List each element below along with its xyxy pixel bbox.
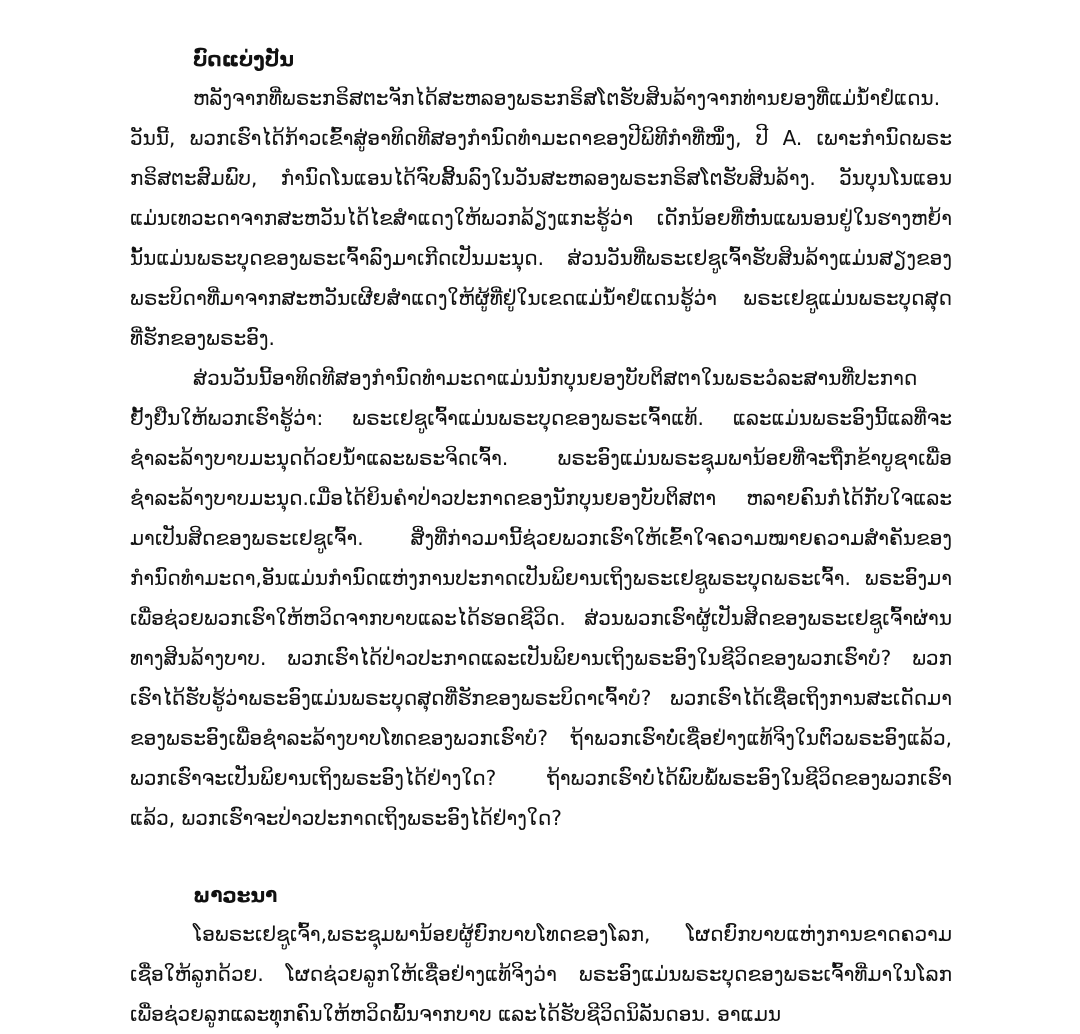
section-heading-prayer: ພາວະນາ [193, 883, 278, 907]
prayer-paragraph: ໂອພຣະເຢຊູເຈົ້າ,ພຣະຊຸມພານ້ອຍຜູ້ຍົກບາບໂທດຂອງໂລກ, ໂຜດຍົກບາບແຫ່ງການຂາດຄວາມເຊື່ອໃຫ້ລູກດ້ວຍ. ໂຜດຊ່ວຍລູກໃຫ້ເຊື່ອຢ່າງແທ້ຈິງວ່າ ພຣະອົງແມ່ນພຣະບຸດຂອງພຣະເຈົ້າທີ່ມາໃນໂລກເພື່ອຊ່ວຍລູກແລະທຸກຄົນໃຫ້ຫວິດພົ້ນຈາກບາບ ແລະໄດ້ຮັບຊີວິດນິລັນດອນ. ອາແມນ [130, 922, 952, 1026]
reflection-paragraph-2: ສ່ວນວັນນີ້ອາທິດທີສອງກຳນົດທຳມະດາແມ່ນນັກບຸນຍອງບັບຕິສຕາໃນພຣະວໍລະສານທີ່ປະກາດຢັ້ງຢືນໃຫ້ພວກເຮົາຮູ້ວ່າ: ພຣະເຢຊູເຈົ້າແມ່ນພຣະບຸດຂອງພຣະເຈົ້າແທ້. ແລະແມ່ນພຣະອົງນີ້ແລທີ່ຈະຊຳລະລ້າງບາບມະນຸດດ້ວຍນ້ຳແລະພຣະຈິດເຈົ້າ. ພຣະອົງແມ່ນພຣະຊຸມພານ້ອຍທີ່ຈະຖືກຂ້າບູຊາເພື່ອຊຳລະລ້າງບາບມະນຸດ.ເມື່ອໄດ້ຍິນຄຳປ່າວປະກາດຂອງນັກບຸນຍອງບັບຕິສຕາ ຫລາຍຄົນກໍໄດ້ກັບໃຈແລະມາເປັນສິດຂອງພຣະເຢຊູເຈົ້າ. ສິ່ງທີ່ກ່າວມານີ້ຊ່ວຍພວກເຮົາໃຫ້ເຂົ້າໃຈຄວາມໝາຍຄວາມສຳຄັນຂອງກຳນົດທຳມະດາ,ອັນແມ່ນກຳນົດແຫ່ງການປະກາດເປັນພິຍານເຖິງພຣະເຢຊູພຣະບຸດພຣະເຈົ້າ. ພຣະອົງມາເພື່ອຊ່ວຍພວກເຮົາໃຫ້ຫວິດຈາກບາບແລະໄດ້ຮອດຊີວິດ. ສ່ວນພວກເຮົາຜູ້ເປັນສິດຂອງພຣະເຢຊູເຈົ້າຜ່ານທາງສິນລ້າງບາບ. ພວກເຮົາໄດ້ປ່າວປະກາດແລະເປັນພິຍານເຖິງພຣະອົງໃນຊີວິດຂອງພວກເຮົາບໍ? ພວກເຮົາໄດ້ຮັບຮູ້ວ່າພຣະອົງແມ່ນພຣະບຸດສຸດທີ່ຮັກຂອງພຣະບິດາເຈົ້າບໍ? ພວກເຮົາໄດ້ເຊື່ອເຖິງການສະເດັດມາຂອງພຣະອົງເພື່ອຊຳລະລ້າງບາບໂທດຂອງພວກເຮົາບໍ? ຖ້າພວກເຮົາບໍ່ເຊື່ອຢ່າງແທ້ຈິງໃນຕົວພຣະອົງແລ້ວ, ພວກເຮົາຈະເປັນພິຍານເຖິງພຣະອົງໄດ້ຢ່າງໃດ? ຖ້າພວກເຮົາບໍ່ໄດ້ພົບພໍ້ພຣະອົງໃນຊີວິດຂອງພວກເຮົາແລ້ວ, ພວກເຮົາຈະປ່າວປະກາດເຖິງພຣະອົງໄດ້ຢ່າງໃດ? [130, 366, 952, 830]
section-heading-reflection: ບົດແບ່ງປັນ [193, 47, 294, 71]
reflection-paragraph-1: ຫລັງຈາກທີ່ພຣະກຣິສຕະຈັກໄດ້ສະຫລອງພຣະກຣິສໂຕຮັບສິນລ້າງຈາກທ່ານຍອງທີ່ແມ່ນ້ຳຢໍແດນ. ວັນນີ້, ພວກເຮົາໄດ້ກ້າວເຂົ້າສູ່ອາທິດທີສອງກຳນົດທຳມະດາຂອງປີພິທີກຳທີ່ໜຶ່ງ, ປີ A. ເພາະກຳນົດພຣະກຣິສຕະສົມພົບ, ກຳນົດໂນແອນໄດ້ຈົບສິ້ນລົງໃນວັນສະຫລອງພຣະກຣິສໂຕຮັບສິນລ້າງ. ວັນບຸນໂນແອນແມ່ນເທວະດາຈາກສະຫວັນໄດ້ໄຂສຳແດງໃຫ້ພວກລ້ຽງແກະຮູ້ວ່າ ເດັກນ້ອຍທີ່ຫໍ່ນແພນອນຢູ່ໃນຮາງຫຍ້ານັ້ນແມ່ນພຣະບຸດຂອງພຣະເຈົ້າລົງມາເກີດເປັນມະນຸດ. ສ່ວນວັນທີ່ພຣະເຢຊູເຈົ້າຮັບສິນລ້າງແມ່ນສຽງຂອງພຣະບິດາທີ່ມາຈາກສະຫວັນເຜີຍສຳແດງໃຫ້ຜູ້ທີ່ຢູ່ໃນເຂດແມ່ນ້ຳຢໍແດນຮູ້ວ່າ ພຣະເຢຊູແມ່ນພຣະບຸດສຸດທີ່ຮັກຂອງພຣະອົງ. [130, 86, 952, 350]
section-spacer [130, 838, 952, 876]
document-page [130, 40, 952, 1034]
